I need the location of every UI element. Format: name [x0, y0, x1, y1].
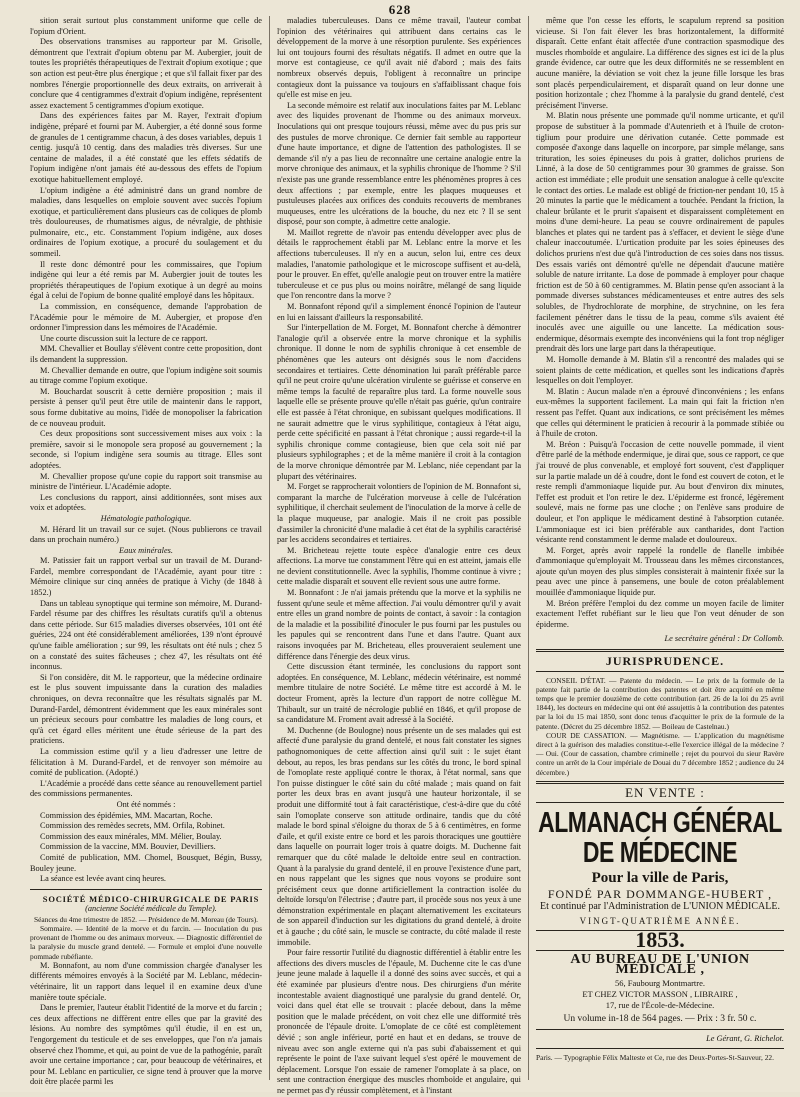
paragraph: La commission estime qu'il y a lieu d'adresser une lettre de félicitation à M. Durand-Fardel, et de renvoyer son mémoire au comité de publication. (Adopté.)	[30, 746, 262, 778]
divider	[536, 802, 784, 803]
commission-item: Commission des remèdes secrets, MM. Orfila, Robinet.	[40, 821, 225, 831]
paragraph: Ces deux propositions sont successivement mises aux voix : la première, savoir si le monopole sera proposé au gouvernement ; la seconde, si l'opium indigène sera soumis au titrage. Elles sont adoptées.	[30, 429, 262, 470]
paragraph: M. Bréon préfère l'emploi du dez comme un moyen facile de limiter exactement l'effet rubéfiant sur le lieu que l'on veut dénuder de son épiderme.	[536, 598, 784, 629]
paragraph: La seconde mémoire est relatif aux inoculations faites par M. Leblanc avec des liquides provenant de l'homme ou des animaux morveux. Inoculations qui ont presque toujours réussi, même avec du pus pris sur des pustules de morve chronique. Ce dernier fait semble au rapporteur d'une haute importance, et digne de l'attention des pathologistes. Il se demande s'il n'y a pas lieu de reconnaître une certaine analogie entre la morve chronique des animaux, et la syphilis chronique de l'homme ? S'il n'existe pas une grande ressemblance entre les phénomènes propres à ces deux affections ; par exemple, entre les plaques muqueuses et pustuleuses placées aux orifices des conduits recouverts de membranes muqueuses, entre les ulcérations de la bouche, du nez etc ? Il se sent disposé, pour son compte, à admettre cette analogie.	[277, 100, 521, 227]
paragraph: Sur l'interpellation de M. Forget, M. Bonnafont cherche à démontrer l'analogie qu'il a observée entre la morve chronique et la syphilis chronique. Il donne le nom de syphilis chronique à cet ensemble de phénomènes que les auteurs ont désignés sous le nom d'accidens secondaires et tertiaires. Cette dénomination lui paraît préférable parce qu'il ne peut croire qu'une ulcération virulente se guérisse et conserve en même temps la faculté de reparaître plus tard. La forme nouvelle sous laquelle elle se présente prouve qu'elle n'était pas guérie, qu'un contraire elle est passée à l'état chronique, en subissant quelques modifications. Il ne saurait admettre que le virus syphilitique, contagieux à l'état aigu, perde cette spécificité en passant à l'état chronique ; aussi regarde-t-il la syphilis chronique comme contagieuse, bien que cela soit nié par plusieurs syphilographes ; et de la même manière il croit à la contagion de la morve chronique démontrée par M. Leblanc, niée cependant par la plupart des vétérinaires.	[277, 323, 521, 481]
ad-year: 1853.	[635, 927, 685, 953]
paragraph: Cette discussion étant terminée, les conclusions du rapport sont adoptées. En conséquence, M. Leblanc, médecin vétérinaire, est nommé membre titulaire de notre Société. Le même titre est accordé à M. le docteur Froment, après la lecture d'un rapport de notre collègue M. Thibault, sur un traité de nécrologie publié en 1846, et qu'il propose de sa candidature M. Froment avait adressé à la Société.	[277, 662, 521, 725]
society-title: SOCIÉTÉ MÉDICO-CHIRURGICALE DE PARIS	[42, 893, 260, 904]
ad-address: 56, Faubourg Montmartre.	[614, 978, 706, 989]
paragraph: M. Chevallier demande en outre, que l'opium indigène soit soumis au titrage comme l'opium exotique.	[30, 365, 262, 386]
ad-founded: FONDÉ PAR DOMMANGE-HUBERT ,	[547, 887, 773, 902]
divider	[536, 781, 784, 784]
paragraph: M. Bonnafont, au nom d'une commission chargée d'analyser les différents mémoires envoyés à la Société par M. Leblanc, médecin-vétérinaire, lit un rapport dans lequel il en examine deux d'une manière toute spéciale.	[30, 960, 262, 1002]
for-sale-heading: EN VENTE :	[625, 784, 705, 800]
jurisprudence-heading: JURISPRUDENCE.	[605, 654, 725, 669]
paragraph: M. Maillot regrette de n'avoir pas entendu développer avec plus de détails le rapprochement établi par M. Leblanc entre la morve et les affections tuberculeuses. Il n'y en a aucun, selon lui, entre ces deux maladies, l'anatomie pathologique et le microscope suffisent et au-delà, pour le prouver. En effet, qu'elle analogie peut on trouver entre la matière tuberculeuse et ce pus plus ou moins noirâtre, mélangé de sang liquide que l'on rencontre dans la morve ?	[277, 227, 521, 301]
paragraph: Des observations transmises au rapporteur par M. Grisolle, démontrent que l'extrait d'opium obtenu par M. Aubergier, jouit de toutes les propriétés thérapeutiques de l'extrait d'opium exotique ; que son action est peut-être plus énergique ; et que s'il fallait fixer par des nombres l'énergie proportionnelle des deux extraits, on arriverait à conclure que 4 centigrammes d'extrait d'opium indigène, représentent assez exactement 5 centigrammes d'opium exotique.	[30, 37, 262, 110]
divider	[536, 1029, 784, 1030]
paragraph: Ont été nommés :	[116, 799, 176, 809]
paragraph: M. Bricheteau rejette toute espèce d'analogie entre ces deux affections. La morve tue constamment l'être qui en est atteint, jamais elle ne devient constitutionnelle. Avec la syphilis, l'homme continue à vivre ; cette maladie disparaît et souvent elle revient sous une autre forme.	[277, 545, 521, 587]
commission-item: Commission des eaux minérales, MM. Mélier, Boulay.	[40, 831, 222, 841]
paragraph: M. Blatin nous présente une pommade qu'il nomme urticante, et qu'il propose de substituer à la pommade d'Autenrieth et à l'huile de croton-tiglium pour produire une dérivation cutanée. Cette pommade est composée d'axonge dans laquelle on incorpore, par simple mélange, sans trituration, les soies épineuses du pois à gratter, dolichos pruriens de Linné, à la dose de 50 centigrammes pour 30 grammes de graisse. Son action est immédiate ; elle produit une sensation analogue à celle qu'excite le contact des orties. Le malade est obligé de friction-ner pendant 10, 15 à 20 minutes la partie que le médicament a touchée. Pendant la friction, la chaleur brûlante et le prurit s'apaisent et disparaissent complètement en moins d'une demi-heure. La peau se couvre ordinairement de papules blanches et plates qui ne tardent pas à s'effacer, et devient le siège d'une chaleur inaccoutumée. L'urtication produite par les soies épineuses des dolichos pruriens n'est due qu'à l'introduction de ces soies dans nos tissus. Des essais variés ont démontré qu'elle ne dépendait d'aucune matière soluble de nature irritante. La dose de pommade à employer pour chaque friction est de 50 à 60 centigrammes. M. Blatin pense qu'en associant à la pommade diverses substances médicamenteuses et entre autres des sels solubles, de l'hydrochlorate de morphine, de strychnine, on les fera facilement pénétrer dans le tissu de la peau, comme s'ils avaient été inoculés avec une aiguille ou une lancette. La médication sous-endermique, désormais exempte des inconvéniens qui la font trop négliger prendrait dès lors une large part dans la thérapeutique.	[536, 111, 784, 354]
ad-price: Un volume in-18 de 564 pages. — Prix : 3 fr. 50 c.	[563, 1014, 757, 1025]
paragraph: M. Hérard lit un travail sur ce sujet. (Nous publierons ce travail dans un prochain numéro.)	[30, 524, 262, 545]
paragraph: Dans le premier, l'auteur établit l'identité de la morve et du farcin ; ces deux affections ne diffèrent entre elles que par la gravité des lésions. Au nombre des symptômes qu'il étudie, il en est un, l'engorgement du testicule et de ses enveloppes, que l'on n'a jamais observé chez l'homme, et qui, au point de vue de la pathogénie, paraît avoir une certaine importance ; car, pour beaucoup de vétérinaires, et pour M. Leblanc en particulier, ce signe tend à prouver que la morve doit être placée parmi les	[30, 1003, 262, 1087]
paragraph: CONSEIL D'ÉTAT. — Patente du médecin. — Le prix de la formule de la patente fait partie de la contribution des patentes et doit être acquitté en même temps que le premier douzième de cette contribution (art. 26 de la loi du 25 avril 1844), les docteurs en médecine qui ont été assujettis à la contribution des patentes par la loi du 15 mai 1850, sont donc tenus d'acquitter le prix de la formule de la patente. (Décret du 25 décembre 1852. — Boileau de Castelnau.)	[536, 675, 784, 731]
ad-subtitle: Pour la ville de Paris,	[591, 870, 729, 887]
column-2	[277, 16, 521, 1095]
ad-year-label: VINGT-QUATRIÈME ANNÉE.	[579, 915, 741, 926]
paragraph: sition serait surtout plus constamment uniforme que celle de l'opium d'Orient.	[30, 16, 262, 36]
commission-item: Commission des épidémies, MM. Macartan, Roche.	[40, 810, 213, 820]
paragraph: M. Bouchardat souscrit à cette dernière proposition ; mais il persiste à penser qu'il peut être utile de maintenir dans le rapport, sous forme dubitative au moins, l'idée de monopoliser la fabrication de ce nouveau produit.	[30, 386, 262, 428]
paragraph: Les conclusions du rapport, ainsi additionnées, sont mises aux voix et adoptées.	[30, 492, 262, 513]
column-3	[536, 16, 784, 1080]
commission-item: Commission de la vaccine, MM. Bouvier, Devilliers.	[40, 842, 216, 852]
divider	[536, 671, 784, 672]
summary: Sommaire. — Identité de la morve et du farcin. — Inoculation du pus provenant de l'homme ou des animaux morveux. — Diagnostic différentiel de la paralysie du muscle grand dentelé. — Formule et emploi d'une nouvelle pommade rubéfiante.	[30, 924, 262, 961]
page-number: 628	[388, 2, 412, 17]
divider	[536, 1048, 784, 1049]
paragraph: M. Blatin : Aucun malade n'en a éprouvé d'inconvéniens ; les enfans eux-mêmes la supportent facilement. La main qui fait la friction n'en ressent pas l'effet. Quant aux indications, ce sont précisément les mêmes que celles qui déterminent le praticien à recourir à la pommade stibiée ou à l'huile de croton.	[536, 386, 784, 439]
paragraph: M. Bréon : Puisqu'à l'occasion de cette nouvelle pommade, il vient d'être parlé de la méthode endermique, je dirai que, sous ce rapport, ce que j'ai trouvé de plus convenable, et employé fort souvent, c'est d'appliquer sur la partie malade un dé à coudre, dont le fond est couvert de coton, et le reste rempli d'ammoniaque liquide pur. Au bout d'environ dix minutes, l'effet est produit et l'on retire le dez. L'épiderme est froncé, légèrement soulevé, mais ne forme pas une cloche ; on l'enlève sans produire de douleur, et l'on applique le médicament destiné à l'absorption cutanée. L'ammoniaque est ici bien préférable aux cantharides, dont l'action vésicante rend constamment le derme malade et douloureux.	[536, 439, 784, 545]
ad-continued: Et continué par l'Administration de L'UNION MÉDICALE.	[540, 901, 780, 913]
divider	[536, 649, 784, 652]
ad-address: 17, rue de l'École-de-Médecine.	[605, 1000, 715, 1011]
paragraph: M. Forget, après avoir rappelé la rondelle de flanelle imbibée d'ammoniaque qu'employait M. Trousseau dans les mêmes circonstances, ajoute qu'un moyen des plus simples consisterait à maintenir fixée sur la peau avec une pince à pansemens, une boule de coton préalablement mouillée d'ammoniaque liquide pur.	[536, 545, 784, 598]
paragraph: COUR DE CASSATION. — Magnétisme. — L'application du magnétisme direct à la guérison des maladies constitue-t-elle l'exercice illégal de la médecine ? — Oui. (Cour de cassation, chambre criminelle ; rejet du pourvoi du sieur Ravère contre un arrêt de la Cour impériale de Douai du 7 décembre 1852 ; audience du 24 décembre.)	[536, 730, 784, 777]
paragraph: L'opium indigène a été administré dans un grand nombre de maladies, dans lesquelles on emploie souvent avec succès l'opium exotique, et particulièrement dans plusieurs cas de coliques de plomb très douloureuses, de rhumatismes aigus, de névralgie, de phthisie pulmonaire, etc., etc. Constamment l'opium indigène, aux doses ordinaires de l'opium exotique, a procuré du soulagement et du sommeil.	[30, 185, 262, 259]
paragraph: M. Forget se rapprocherait volontiers de l'opinion de M. Bonnafont si, comparant la marche de l'ulcération morveuse à celle de l'ulcération syphilitique, il cherchait seulement de l'inoculation de la morve à celle de la plaque muqueuse, par analogie. Mais il ne croit pas possible d'assimiler la chronicité d'une maladie à cet état de la syphilis caractérisé par les accidens secondaires et tertiaires.	[277, 482, 521, 545]
paragraph: M. Homolle demande à M. Blatin s'il a rencontré des malades qui se soient plaints de cette médication, et quelles sont les indications d'après lesquelles on doit l'employer.	[536, 355, 784, 386]
paragraph: même que l'on cesse les efforts, le scapulum reprend sa position vicieuse. Si l'on fait élever les bras horizontalement, la difformité disparaît. Cette enfant était affectée d'une contraction spasmodique des muscles rhomboïde et angulaire. La différence des signes est ici de la plus grande évidence, car outre que les deux difformités ne se ressemblent en aucune manière, la déviation se voit chez la jeune fille lorsque les bras sont placés perpendiculairement, et disparaît quand on leur donne une position horizontale ; chez l'homme à la paralysie du grand dentelé, c'est précisément l'inverse.	[536, 16, 784, 110]
section-heading: Hématologie pathologique.	[100, 513, 192, 523]
column-divider	[269, 16, 270, 1080]
paragraph: maladies tuberculeuses. Dans ce même travail, l'auteur combat l'opinion des vétérinaires qui attribuent dans certains cas le développement de la morve à une résorption purulente. Ses expériences lui ont toujours fourni des résultats négatifs. Il admet en outre que la morve est contagieuse, ce qu'il avait nié d'abord ; mais des faits nombreux observés depuis, l'obligent à reconnaître un principe contagieux dont la puissance va toujours en s'affaiblissant chaque fois qu'elle est mise en jeu.	[277, 16, 521, 100]
paragraph: Si l'on considère, dit M. le rapporteur, que la médecine ordinaire est le plus souvent impuissante dans la curation des maladies chroniques, on devra reconnaître que les résultats signalés par M. Durand-Fardel, démontrent évidemment que les eaux minérales sont un précieux secours pour combattre les maladies de long cours, et qu'à cet égard elles méritent une étude sérieuse de la part des praticiens.	[30, 672, 262, 746]
paragraph: M. Bonnafont : Je n'ai jamais prétendu que la morve et la syphilis ne fussent qu'une seule et même affection. J'ai voulu démontrer qu'il y avait entre elles un grand nombre de points de contact, à savoir : la contagion de la maladie et la possibilité d'inoculer le pus fourni par les pustules ou les papules qui se rencontrent dans l'une et dans l'autre. Quant aux raisons invoquées par M. Bricheteau, elles prouveraient seulement une différence dans l'énergie des deux virus.	[277, 588, 521, 661]
divider	[30, 889, 262, 890]
paragraph: Il reste donc démontré pour les commissaires, que l'opium indigène qui leur a été remis par M. Aubergier jouit de toutes les propriétés thérapeutiques de l'opium exotique à un degré au moins égal à celui de l'opium de bonne qualité employé dans les hôpitaux.	[30, 259, 262, 301]
paragraph: Une courte discussion suit la lecture de ce rapport.	[40, 333, 208, 343]
paragraph: L'Académie a procédé dans cette séance au renouvellement partiel des commissions permanentes.	[30, 778, 262, 799]
manager-signature: Le Gérant, G. Richelot.	[706, 1033, 784, 1043]
commission-item: Comité de publication, MM. Chomel, Bousquet, Bégin, Bussy, Bouley jeune.	[30, 852, 262, 873]
society-subtitle: (ancienne Société médicale du Temple).	[85, 904, 217, 914]
paragraph: M. Bonnafont répond qu'il a simplement énoncé l'opinion de l'auteur en lui en laissant d'ailleurs la responsabilité.	[277, 302, 521, 322]
ad-bookseller: ET CHEZ VICTOR MASSON , LIBRAIRE ,	[582, 989, 738, 1000]
column-1	[30, 16, 262, 1087]
almanac-advertisement	[536, 806, 784, 1025]
session-line: Séances du 4me trimestre de 1852. — Présidence de M. Moreau (de Tours).	[33, 914, 259, 924]
ad-bureau: AU BUREAU DE L'UNION MÉDICALE ,	[570, 951, 750, 978]
paragraph: MM. Chevallier et Boullay s'élèvent contre cette proposition, dont ils demandent la suppression.	[30, 344, 262, 364]
paragraph: M. Duchenne (de Boulogne) nous présente un de ses malades qui est affecté d'une paralysie du grand dentelé, et nous fait constater les signes pathognomoniques de cette affection ainsi qu'il suit : le sujet étant debout, au repos, les bras pendans sur les côtés du tronc, le bord spinal de l'omoplate reste appliqué contre le thorax, à l'état normal, sans que l'on puisse distinguer le côté sain du côté malade ; mais quand on fait porter les deux bras en avant jusqu'à une hauteur horizontale, il se produit une difformité tout à fait caractéristique, c'est-à-dire que du côté sain l'omoplate conserve son attitude ordinaire, tandis que du côté malade le bord spinal s'éloigne du thorax de 5 à 6 centimètres, en forme d'aile, et qu'il existe entre ce bord et les parois thoraciques une gouttière dans laquelle on pourrait loger trois à quatre doigts. M. Duchenne fait remarquer que du côté malade le deltoïde entre seul en contraction. Quant à la paralysie du grand dentelé, il en prouve l'existence d'une part, en nous rappelant que les signes que nous voyons se produire sont précisément ceux que donne artificiellement la contraction isolée du deltoïde lorsqu'on l'électrise ; d'autre part, il procède sous nos yeux à une démonstration expérimentale en plaçant alternativement les excitateurs de son appareil d'induction sur les digitations du grand dentelé, à droite et à gauche ; du côté sain, le muscle se contracte, du côté malade il reste immobile.	[277, 725, 521, 947]
printer-line: Paris. — Typographie Félix Malteste et Ce, rue des Deux-Portes-St-Sauveur, 22.	[536, 1053, 774, 1063]
paragraph: M. Patissier fait un rapport verbal sur un travail de M. Durand-Fardel, membre correspondant de l'Académie, ayant pour titre : Mémoire clinique sur cinq années de pratique à Vichy (de 1848 à 1852.)	[30, 556, 262, 598]
paragraph: La séance est levée avant cinq heures.	[40, 874, 167, 884]
paragraph: La commission, en conséquence, demande l'approbation de l'Académie pour le mémoire de M. Aubergier, et propose d'en ordonner l'impression dans les mémoires de l'Académie.	[30, 302, 262, 333]
secretary-signature: Le secrétaire général : Dr Collomb.	[664, 634, 784, 644]
column-divider	[528, 16, 529, 1080]
section-heading: Eaux minérales.	[119, 545, 173, 555]
paragraph: M. Chevallier propose qu'une copie du rapport soit transmise au ministre de l'intérieur. L'Académie adopte.	[30, 471, 262, 492]
paragraph: Dans un tableau synoptique qui termine son mémoire, M. Durand-Fardel résume par des chiffres les résultats curatifs qu'il a obtenus dans cette période. Sur 615 maladies diverses observées, 101 ont été guéries, 224 ont été considérablement améliorées, 139 n'ont éprouvé qu'une faible amélioration ; sur 99, les résultats ont été nuls ; chez 5 on a constaté des suites fâcheuses ; chez 47, les résultats ont été inconnus.	[30, 598, 262, 672]
paragraph: Pour faire ressortir l'utilité du diagnostic différentiel à établir entre les affections des divers muscles de l'épaule, M. Duchenne cite le cas d'une jeune jeune malade à laquelle il a donné des soins avec succès, et qui a été examinée par plusieurs d'entre nous. Des chirurgiens d'un mérite incontestable avaient diagnostiqué une paralysie du grand dentelé. Or, voici dans quel état elle se trouvait : placée debout, dans la même position que le malade précédent, on voit chez elle une difformité très prononcée de l'épaule droite. L'omoplate de ce côté est complètement dévié ; son angle inférieur, porté en haut et en dedans, se trouve de niveau avec son angle externe qui n'a pas subi d'abaissement et qui représente le point de l'axe suivant lequel s'est opéré le mouvement de déplacement. Lorsque l'on essaie de ramener l'omoplate à sa place, on sent une contraction énergique des muscles rhomboïde et angulaire, qui ne permet pas d'y réussir complètement, et à l'instant	[277, 948, 521, 1095]
paragraph: Dans des expériences faites par M. Rayer, l'extrait d'opium indigène, préparé et fourni par M. Aubergier, a été donné sous forme de granules de 1 centigramme chacun, à des doses variables, depuis 1 centig. jusqu'à 10 centig. dans des maladies très diverses. Sur une centaine de malades, il a été constaté que les effets sédatifs de l'opium indigène n'ont jamais été au-dessous des effets de l'opium exotique habituellement employé.	[30, 111, 262, 184]
ad-title: ALMANACH GÉNÉRAL DE MÉDECINE	[538, 806, 782, 869]
